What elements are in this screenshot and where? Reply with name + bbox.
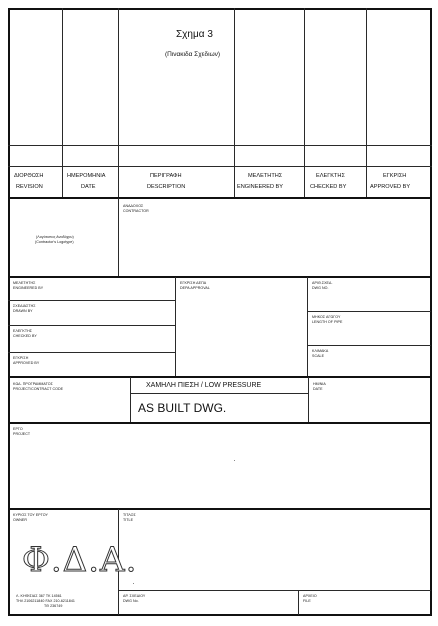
info-row-line (307, 311, 431, 312)
depa-approval-en: DEPA APPROVAL (180, 286, 210, 290)
contractor-bottom (8, 276, 432, 278)
page-title: Σχημα 3 (176, 29, 213, 40)
rev-header-revision-gr: ΔΙΟΡΘΩΣΗ (14, 173, 44, 179)
dwg-no-en: DWG NO. (312, 286, 329, 290)
date-divider (308, 377, 309, 423)
owner-en: OWNER (13, 518, 28, 522)
sheet-title-gr: ΤΙΤΛΟΣ (123, 513, 136, 517)
rev-header-approved-gr: ΕΓΚΡΙΣΗ (383, 173, 407, 179)
rev-col-divider (118, 8, 119, 198)
rev-header-checked-en: CHECKED BY (310, 184, 347, 190)
project-code-en: PROJECT/CONTRACT CODE (13, 387, 64, 391)
rev-col-divider (234, 8, 235, 198)
dwg-number-gr: ΑΡ. ΣΧΕΔΙΟΥ (123, 594, 146, 598)
rev-header-date-en: DATE (81, 184, 96, 190)
file-divider (298, 590, 299, 615)
speck (234, 460, 235, 461)
scale-gr: ΚΛΙΜΑΚΑ (312, 349, 329, 353)
depa-approval-gr: ΕΓΚΡΙΣΗ ΔΕΠΑ (180, 281, 207, 285)
dwg-number-en: DWG No. (123, 599, 139, 603)
rev-header-bottom (8, 197, 432, 199)
frame-bottom (8, 614, 432, 616)
project-bottom (8, 508, 432, 510)
scale-en: SCALE (312, 354, 325, 358)
rev-header-engineered-gr: ΜΕΛΕΤΗΤΗΣ (248, 173, 283, 179)
people-row-line (8, 300, 176, 301)
date-gr: ΗΜ/ΝΙΑ (313, 382, 326, 386)
code-divider (130, 377, 131, 423)
people-row-line (8, 352, 176, 353)
as-built-label: AS BUILT DWG. (138, 401, 227, 415)
speck (133, 583, 134, 584)
project-code-gr: ΚΩΔ. ΠΡΟΓΡΑΜΜΑΤΟΣ (13, 382, 53, 386)
owner-gr: ΚΥΡΙΟΣ ΤΟΥ ΕΡΓΟΥ (13, 513, 48, 517)
info-row-line (307, 345, 431, 346)
date-en: DATE (313, 387, 323, 391)
rev-header-approved-en: APPROVED BY (370, 184, 411, 190)
rev-header-engineered-en: ENGINEERED BY (237, 184, 284, 190)
rev-header-description-en: DESCRIPTION (147, 184, 186, 190)
file-gr: ΑΡΧΕΙΟ (303, 594, 317, 598)
frame-left (8, 8, 10, 616)
rev-row-line (8, 166, 432, 167)
people-divider (175, 277, 176, 377)
page-subtitle: (Πινακιδα Σχεδιων) (165, 51, 221, 58)
owner-address-1: Λ. ΚΗΦΙΣΙΑΣ 367 ΤΚ 14561 (16, 594, 62, 598)
contractor-label-en: CONTRACTOR (123, 209, 149, 213)
checked-en: CHECKED BY (13, 334, 37, 338)
checked-gr: ΕΛΕΓΚΤΗΣ (13, 329, 32, 333)
contractor-logo-gr: (Λογότυπος Αναδόχου) (36, 235, 74, 239)
approved-en: APPROVED BY (13, 361, 40, 365)
approved-gr: ΕΓΚΡΙΣΗ (13, 356, 29, 360)
dwgnum-top (118, 590, 431, 591)
owner-address-2: ΤΗΛ 2106211840 FAX 210-6211841 (16, 599, 75, 603)
sheet-title-en: TITLE (123, 518, 134, 522)
owner-logo: Φ.Δ.Α. (22, 540, 138, 580)
rev-header-date-gr: ΗΜΕΡΟΜΗΝΙΑ (67, 173, 106, 179)
drawn-en: DRAWN BY (13, 309, 33, 313)
engineered-en: ENGINEERED BY (13, 286, 44, 290)
contractor-divider (118, 198, 119, 276)
contractor-logo-en: (Contractor's Logotype) (35, 240, 74, 244)
drawn-gr: ΣΧΕΔΙΑΣΤΗΣ (13, 304, 36, 308)
frame-top (8, 8, 432, 10)
length-gr: ΜΗΚΟΣ ΑΓΩΓΟΥ (312, 315, 341, 319)
engineered-gr: ΜΕΛΕΤΗΤΗΣ (13, 281, 36, 285)
contractor-label-gr: ΑΝΑΔΟΧΟΣ (123, 204, 144, 208)
code-bottom (8, 422, 432, 424)
approval-divider (307, 277, 308, 377)
frame-right (430, 8, 432, 616)
rev-header-description-gr: ΠΕΡΙΓΡΑΦΗ (150, 173, 182, 179)
project-gr: ΕΡΓΟ (13, 427, 23, 431)
pressure-label: ΧΑΜΗΛΗ ΠΙΕΣΗ / LOW PRESSURE (146, 382, 262, 389)
rev-header-revision-en: REVISION (16, 184, 43, 190)
rev-header-checked-gr: ΕΛΕΓΚΤΗΣ (316, 173, 345, 179)
file-en: FILE (303, 599, 311, 603)
rev-col-divider (62, 8, 63, 198)
dwg-no-gr: ΑΡΙΘ.ΣΧΕΔ. (312, 281, 333, 285)
pressure-line (130, 393, 308, 394)
people-bottom (8, 376, 432, 378)
length-en: LENGTH OF PIPE (312, 320, 343, 324)
project-en: PROJECT (13, 432, 31, 436)
rev-col-divider (366, 8, 367, 198)
rev-col-divider (304, 8, 305, 198)
people-row-line (8, 325, 176, 326)
owner-address-3: ΤΘ 236749 (44, 604, 63, 608)
rev-row-line (8, 145, 432, 146)
